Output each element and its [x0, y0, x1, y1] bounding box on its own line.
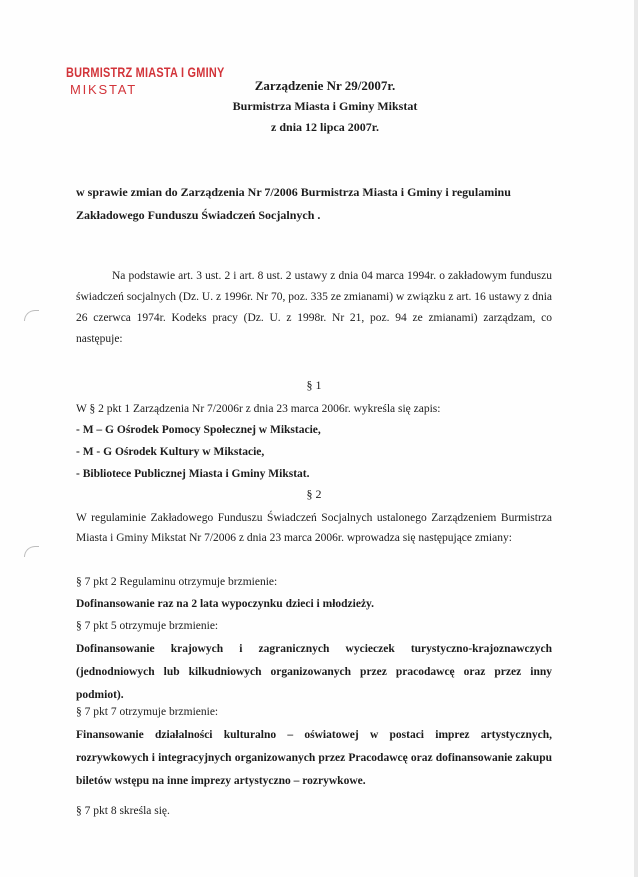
change-3-text: Finansowanie działalności kulturalno – oświatowej w postaci imprez artystycznych, rozrywkowych i integracyjnych organizowanych przez Pracodawcę oraz dofinansowanie zakupu biletów wstępu na inne imprezy artystyczno – rozrywkowe. [76, 729, 552, 787]
change-1-label: § 7 pkt 2 Regulaminu otrzymuje brzmienie: [76, 576, 278, 588]
section-1-heading: § 1 [306, 378, 322, 392]
stamp-line-2: MIKSTAT [70, 82, 138, 97]
document-date: z dnia 12 lipca 2007r. [271, 120, 379, 134]
section-1-item: - Bibliotece Publicznej Miasta i Gminy Mikstat. [76, 468, 310, 480]
section-1-item: - M – G Ośrodek Pomocy Społecznej w Mikstacie, [76, 424, 321, 436]
document-title: Zarządzenie Nr 29/2007r. [254, 78, 396, 93]
section-1-item: - M - G Ośrodek Kultury w Mikstacie, [76, 446, 265, 458]
punch-hole-mark [24, 310, 39, 321]
change-2-text: Dofinansowanie krajowych i zagranicznych wycieczek turystyczno-krajoznawczych (jednodniowych lub kilkudniowych organizowanych przez pracodawcę oraz przez inny podmiot). [76, 643, 552, 701]
document-issuer: Burmistrza Miasta i Gminy Mikstat [232, 99, 418, 113]
section-2-heading: § 2 [306, 487, 322, 501]
change-1-text: Dofinansowanie raz na 2 lata wypoczynku dzieci i młodzieży. [76, 598, 375, 610]
scan-edge [634, 0, 638, 877]
document-subject [76, 181, 566, 227]
subject-line-2: Zakładowego Funduszu Świadczeń Socjalnych . [76, 208, 321, 222]
change-4-label: § 7 pkt 8 skreśla się. [76, 805, 170, 817]
change-3-label: § 7 pkt 7 otrzymuje brzmienie: [76, 706, 219, 718]
stamp-line-1: BURMISTRZ MIASTA I GMINY [66, 64, 225, 80]
section-1-intro: W § 2 pkt 1 Zarządzenia Nr 7/2006r z dnia 23 marca 2006r. wykreśla się zapis: [76, 403, 441, 415]
subject-line-1: w sprawie zmian do Zarządzenia Nr 7/2006 Burmistrza Miasta i Gminy i regulaminu [76, 185, 511, 199]
change-2-label: § 7 pkt 5 otrzymuje brzmienie: [76, 620, 219, 632]
punch-hole-mark [24, 546, 39, 557]
preamble-paragraph: Na podstawie art. 3 ust. 2 i art. 8 ust. 2 ustawy z dnia 04 marca 1994r. o zakładowym funduszu świadczeń socjalnych (Dz. U. z 1996r. Nr 70, poz. 335 ze zmianami) w związku z art. 16 ustawy z dnia 26 czerwca 1974r. Kodeks pracy (Dz. U. z 1998r. Nr 21, poz. 94 ze zmianami) zarządzam, co następuje: [76, 270, 552, 345]
section-2-intro: W regulaminie Zakładowego Funduszu Świadczeń Socjalnych ustalonego Zarządzeniem Burmistrza Miasta i Gminy Mikstat Nr 7/2006 z dnia 23 marca 2006r. wprowadza się następujące zmiany: [76, 512, 552, 544]
official-stamp [66, 64, 225, 97]
